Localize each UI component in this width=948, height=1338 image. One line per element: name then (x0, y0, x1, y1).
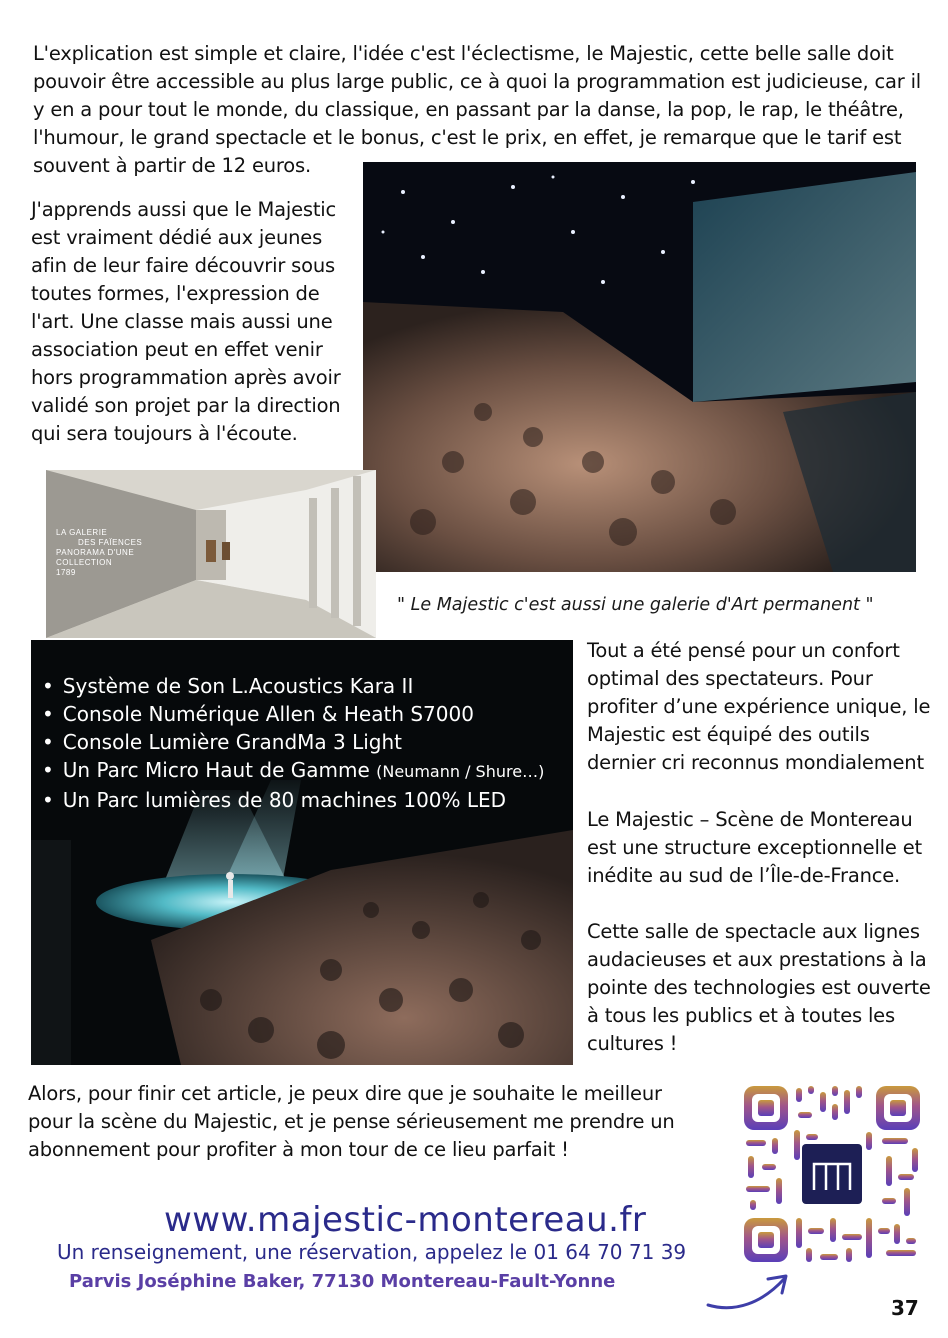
venue-paragraph: Cette salle de spectacle aux lignes audacieuses et aux prestations à la pointe des technologies est ouverte à tous les publics et à toutes les cultures ! (587, 920, 931, 1055)
gallery-sign-line: LA GALERIE (56, 528, 108, 537)
gallery-quote: " Le Majestic c'est aussi une galerie d'Art permanent " (397, 595, 874, 615)
majestic-logo-icon (802, 1144, 862, 1204)
address-info: Parvis Joséphine Baker, 77130 Montereau-Fault-Yonne (69, 1271, 616, 1292)
gallery-sign-line: DES FAÏENCES (78, 538, 143, 547)
structure-paragraph: Le Majestic – Scène de Montereau est une structure exceptionnelle et inédite au sud de l’Île-de-France. (587, 808, 922, 887)
website-link[interactable]: www.majestic-montereau.fr (164, 1200, 647, 1240)
equipment-item: • Console Numérique Allen & Heath S7000 (42, 700, 544, 728)
curved-arrow-icon (700, 1265, 795, 1315)
equipment-item: • Un Parc Micro Haut de Gamme (Neumann / Shure…) (42, 756, 544, 786)
comfort-paragraph: Tout a été pensé pour un confort optimal des spectateurs. Pour profiter d’une expérience unique, le Majestic est équipé des outils dernier cri reconnus mondialement (587, 639, 931, 774)
qr-code-icon[interactable] (736, 1078, 928, 1270)
equipment-item-detail: (Neumann / Shure…) (376, 762, 545, 781)
gallery-sign-line: PANORAMA D'UNE (56, 548, 135, 557)
gallery-sign-line: 1789 (56, 568, 76, 577)
auditorium-illustration (363, 162, 916, 572)
gallery-sign-line: COLLECTION (56, 558, 113, 567)
equipment-item: • Un Parc lumières de 80 machines 100% LED (42, 786, 544, 814)
equipment-item: • Système de Son L.Acoustics Kara II (42, 672, 544, 700)
intro-paragraph: L'explication est simple et claire, l'idée c'est l'éclectisme, le Majestic, cette belle salle doit pouvoir être accessible au plus large public, ce à quoi la programmation est judicieuse, car il y en a pour tout le monde, du classique, en passant par la danse, la pop, le rap, le théâtre, l'humour, le grand spectacle et le bonus, c'est le prix, en effet, je remarque que le tarif est souvent à partir de 12 euros. (33, 42, 922, 177)
youth-paragraph: J'apprends aussi que le Majestic est vraiment dédié aux jeunes afin de leur faire découvrir sous toutes formes, l'expression de l'art. Une classe mais aussi une association peut en effet venir hors programmation après avoir validé son projet par la direction qui sera toujours à l'écoute. (31, 198, 341, 445)
phone-info: Un renseignement, une réservation, appelez le 01 64 70 71 39 (57, 1240, 687, 1264)
gallery-photo (46, 470, 376, 638)
stage-photo (31, 640, 573, 1065)
page-number: 37 (891, 1296, 919, 1320)
closing-paragraph: Alors, pour finir cet article, je peux dire que je souhaite le meilleur pour la scène du Majestic, et je pense sérieusement me prendre un abonnement pour profiter à mon tour de ce lieu parfait ! (28, 1082, 675, 1161)
auditorium-photo (363, 162, 916, 572)
equipment-list (42, 672, 544, 814)
equipment-item: • Console Lumière GrandMa 3 Light (42, 728, 544, 756)
